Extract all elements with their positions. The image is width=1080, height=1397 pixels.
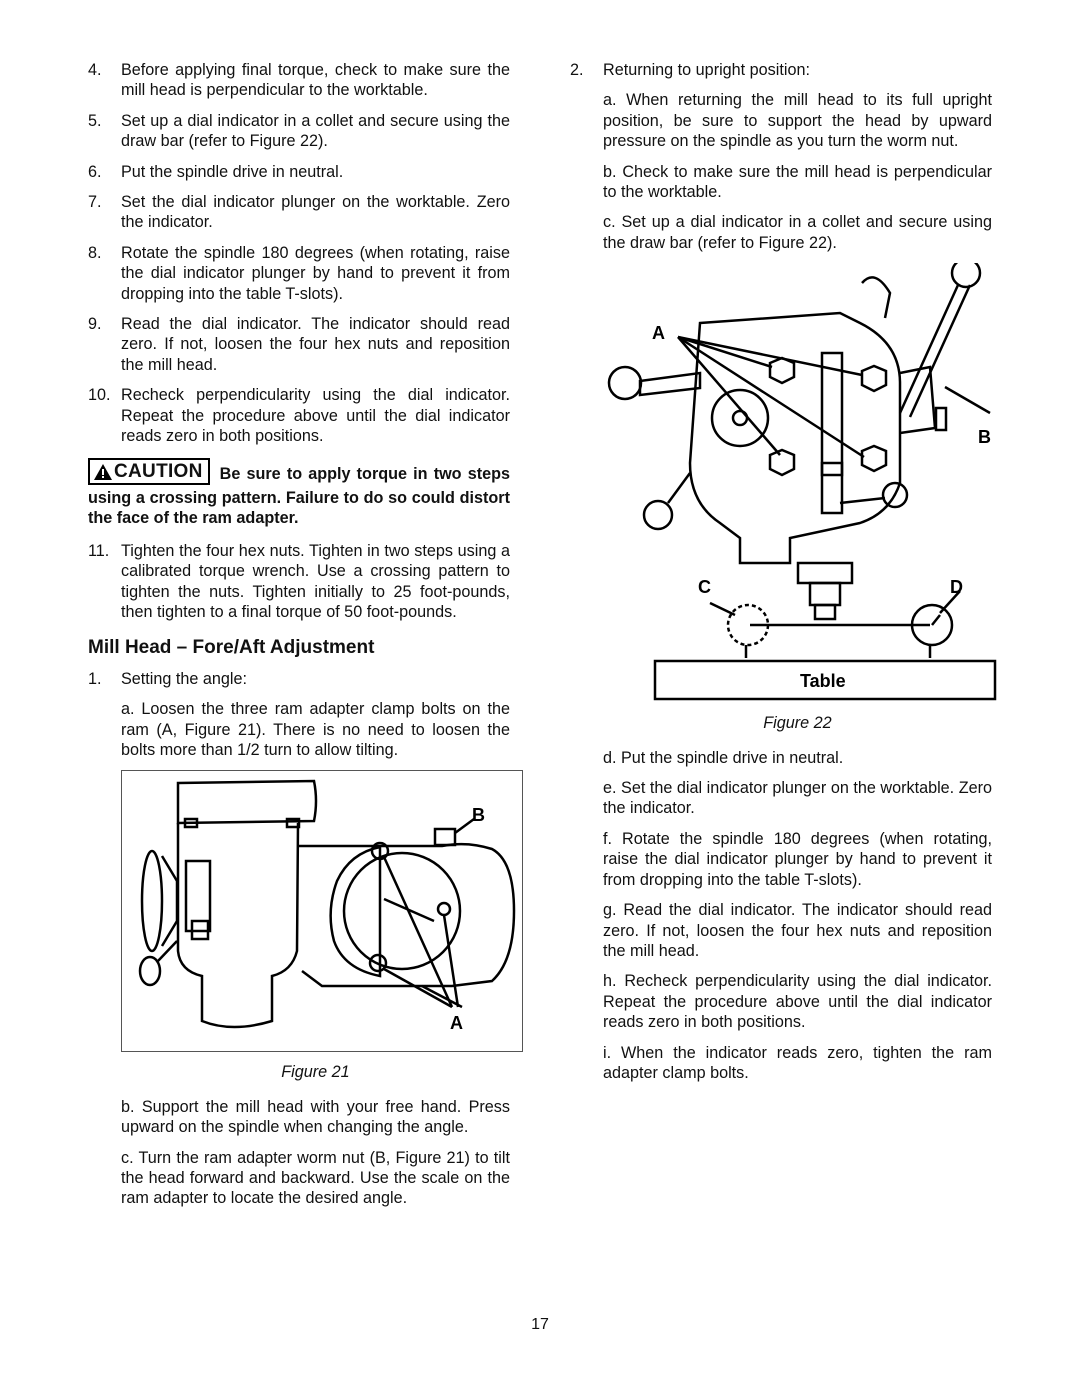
list-item: [570, 60, 992, 80]
item-number: 6.: [88, 162, 102, 181]
sub-step-a: a. Loosen the three ram adapter clamp bolts on the ram (A, Figure 21). There is no need to loosen the bolts more than 1/2 turn to allow tilting.: [121, 700, 510, 759]
item-number: 9.: [88, 315, 102, 334]
list-item: [88, 111, 510, 152]
list-item: [88, 669, 510, 689]
left-column: [88, 60, 510, 1219]
item-text: Tighten the four hex nuts. Tighten in two steps using a calibrated torque wrench. Use a crossing pattern to tighten the nuts. Tighten initially to 25 foot-pounds, then tighten to a final torque of 50 foot-pounds.: [121, 541, 510, 621]
figure22-table-label: Table: [800, 671, 846, 692]
figure-22-caption: Figure 22: [763, 714, 832, 733]
item-text: Recheck perpendicularity using the dial indicator. Repeat the procedure above until the dial indicator reads zero in both positions.: [121, 386, 510, 446]
item-text: Setting the angle:: [121, 669, 247, 688]
list-item: [88, 314, 510, 375]
ram-adapter-illustration: [122, 771, 522, 1051]
sub-step-i: i. When the indicator reads zero, tighten the ram adapter clamp bolts.: [603, 1043, 992, 1082]
item-number: 8.: [88, 243, 102, 262]
sub-step-b: b. Support the mill head with your free hand. Press upward on the spindle when changing the angle.: [121, 1097, 510, 1137]
caution-label: CAUTION: [114, 460, 203, 482]
caution-notice: [88, 461, 510, 529]
right-column: [570, 60, 992, 1093]
figure22-label-b: B: [978, 427, 991, 448]
sub-step-c: c. Set up a dial indicator in a collet and secure using the draw bar (refer to Figure 22).: [603, 213, 992, 252]
warning-triangle-icon: [94, 464, 112, 480]
figure21-label-a: A: [450, 1013, 463, 1034]
item-number: 4.: [88, 61, 102, 79]
item-number: 11.: [88, 541, 110, 560]
item-number: 1.: [88, 669, 102, 688]
section-heading: Mill Head – Fore/Aft Adjustment: [88, 637, 375, 659]
figure22-label-c: C: [698, 577, 711, 598]
item-text: Returning to upright position:: [603, 61, 810, 79]
figure-21: [121, 770, 523, 1052]
list-item: [88, 541, 510, 623]
mill-head-dial-indicator-illustration: [600, 263, 1000, 703]
figure21-label-b: B: [472, 805, 485, 826]
sub-step-b: b. Check to make sure the mill head is perpendicular to the worktable.: [603, 162, 992, 202]
list-item: [88, 192, 510, 233]
item-number: 10.: [88, 386, 111, 405]
item-text: Set up a dial indicator in a collet and secure using the draw bar (refer to Figure 22).: [121, 111, 510, 151]
list-item: [88, 385, 510, 446]
item-text: Before applying final torque, check to make sure the mill head is perpendicular to the worktable.: [121, 61, 510, 100]
sub-step-f: f. Rotate the spindle 180 degrees (when rotating, raise the dial indicator plunger by hand to prevent it from dropping into the table T-slots).: [603, 829, 992, 889]
caution-text: Be sure to apply torque in two steps using a crossing pattern. Failure to do so could distort the face of the ram adapter.: [88, 464, 510, 528]
sub-step-g: g. Read the dial indicator. The indicator should read zero. If not, loosen the four hex nuts and reposition the mill head.: [603, 901, 992, 960]
item-text: Rotate the spindle 180 degrees (when rotating, raise the dial indicator plunger by hand to prevent it from dropping into the table T-slots).: [121, 243, 510, 303]
item-text: Put the spindle drive in neutral.: [121, 162, 344, 181]
list-item: [88, 60, 510, 101]
figure22-label-d: D: [950, 577, 963, 598]
figure22-label-a: A: [652, 323, 665, 344]
item-number: 7.: [88, 193, 102, 212]
item-number: 2.: [570, 61, 584, 79]
figure-22: [600, 263, 1000, 703]
item-text: Set the dial indicator plunger on the worktable. Zero the indicator.: [121, 193, 510, 232]
figure-21-caption: Figure 21: [281, 1063, 350, 1082]
sub-step-a: a. When returning the mill head to its full upright position, be sure to support the head by upward pressure on the spindle as you turn the worm nut.: [603, 91, 992, 151]
sub-step-c: c. Turn the ram adapter worm nut (B, Figure 21) to tilt the head forward and backward. Use the scale on the ram adapter to locate the desired angle.: [121, 1148, 510, 1208]
sub-step-d: d. Put the spindle drive in neutral.: [603, 748, 844, 767]
item-text: Read the dial indicator. The indicator should read zero. If not, loosen the four hex nuts and reposition the mill head.: [121, 315, 510, 374]
sub-step-e: e. Set the dial indicator plunger on the worktable. Zero the indicator.: [603, 779, 992, 818]
sub-step-h: h. Recheck perpendicularity using the dial indicator. Repeat the procedure above until the dial indicator reads zero in both positions.: [603, 972, 992, 1032]
list-item: [88, 243, 510, 304]
list-item: [88, 162, 510, 182]
page-number: 17: [531, 1316, 549, 1333]
item-number: 5.: [88, 111, 102, 130]
caution-badge: [88, 458, 210, 485]
